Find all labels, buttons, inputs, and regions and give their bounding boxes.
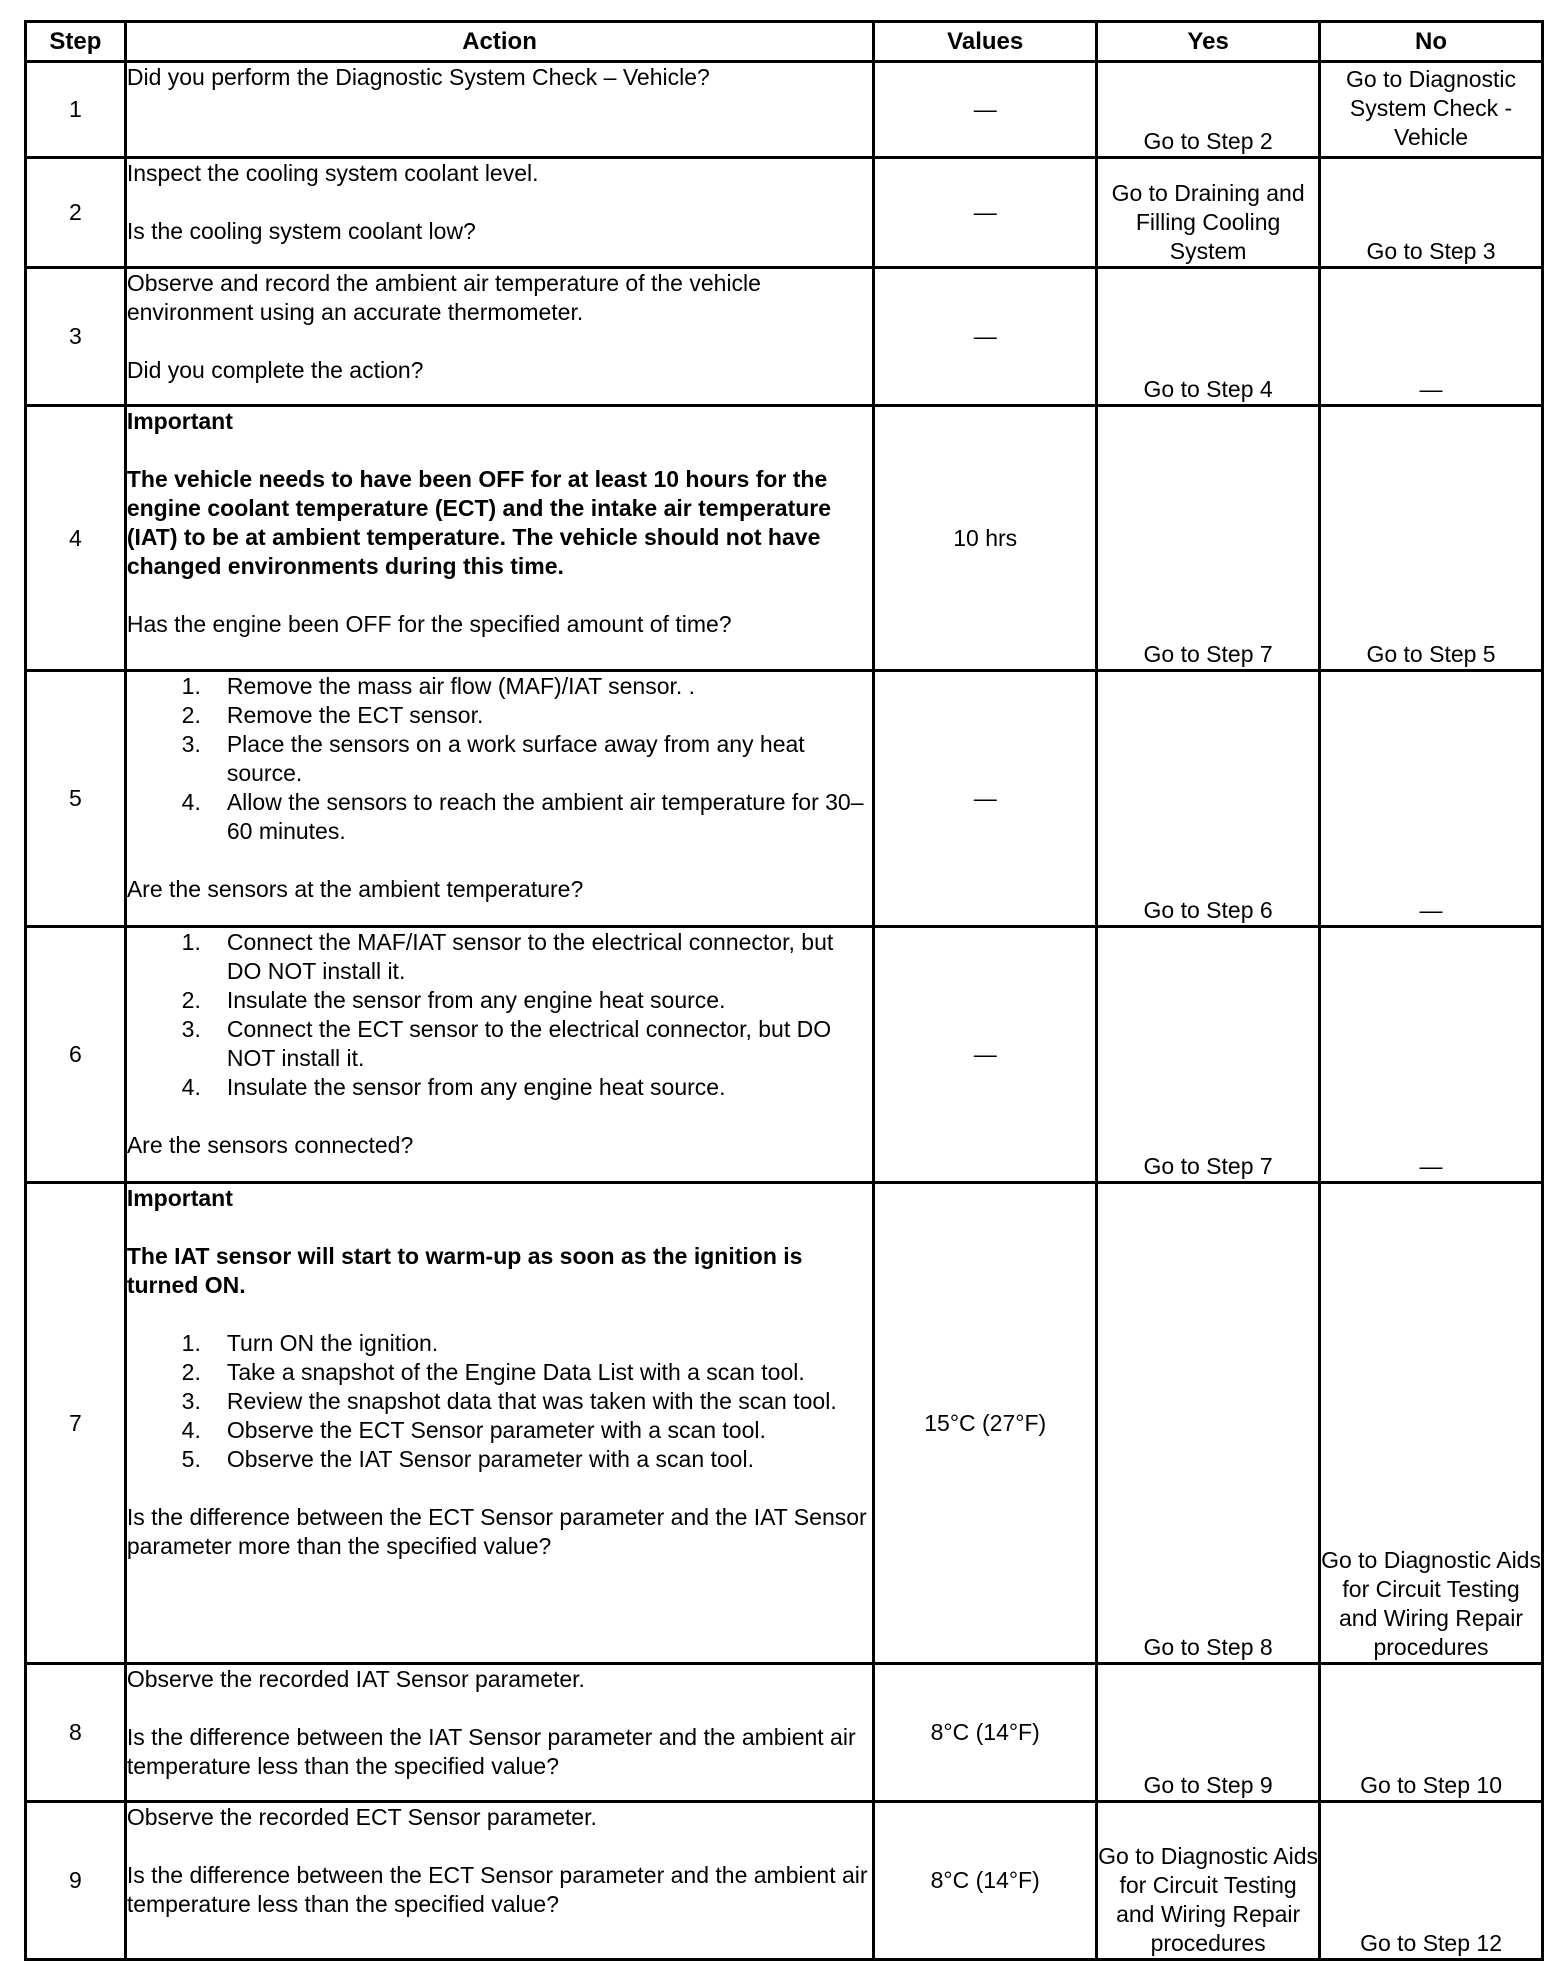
list-item: 2. Remove the ECT sensor.: [181, 702, 484, 728]
value-cell: —: [874, 62, 1097, 158]
step-number: 8: [26, 1664, 126, 1802]
action-question: Is the difference between the ECT Sensor parameter and the IAT Sensor parameter more than the specified value?: [126, 1504, 867, 1559]
step-number: 7: [26, 1183, 126, 1664]
list-item: 1. Remove the mass air flow (MAF)/IAT sensor. .: [181, 673, 696, 699]
list-item: 1. Connect the MAF/IAT sensor to the electrical connector, but DO NOT install it.: [181, 929, 834, 984]
action-cell: [125, 927, 873, 1183]
diagnostic-table: [24, 20, 1544, 1961]
action-steps-list: [127, 672, 872, 846]
no-cell: Go to Step 3: [1320, 158, 1543, 268]
step-number: 2: [26, 158, 126, 268]
value-cell: 15°C (27°F): [874, 1183, 1097, 1664]
action-cell: [125, 1183, 873, 1664]
header-step: Step: [26, 22, 126, 62]
value-cell: —: [874, 671, 1097, 927]
yes-cell: Go to Diagnostic Aids for Circuit Testing and Wiring Repair procedures: [1097, 1802, 1320, 1960]
header-values: Values: [874, 22, 1097, 62]
action-question: Did you complete the action?: [126, 357, 424, 383]
value-cell: 8°C (14°F): [874, 1802, 1097, 1960]
yes-cell: Go to Step 2: [1097, 62, 1320, 158]
action-question: Are the sensors connected?: [126, 1132, 414, 1158]
list-item: 4. Insulate the sensor from any engine heat source.: [181, 1074, 726, 1100]
step-number: 5: [26, 671, 126, 927]
action-cell: [125, 406, 873, 671]
action-question: Is the difference between the ECT Sensor parameter and the ambient air temperature less than the specified value?: [126, 1862, 868, 1917]
important-note: The vehicle needs to have been OFF for at least 10 hours for the engine coolant temperature (ECT) and the intake air temperature (IAT) to be at ambient temperature. The vehicle should not have changed environments during this time.: [126, 466, 832, 579]
step-number: 1: [26, 62, 126, 158]
table-row: [26, 158, 1543, 268]
action-cell: [125, 1802, 873, 1960]
action-cell: [125, 62, 873, 158]
table-row: [26, 1802, 1543, 1960]
action-steps-list: [127, 928, 872, 1102]
no-cell: Go to Diagnostic System Check - Vehicle: [1320, 62, 1543, 158]
list-item: 5. Observe the IAT Sensor parameter with a scan tool.: [181, 1446, 754, 1472]
action-cell: [125, 671, 873, 927]
table-row: [26, 406, 1543, 671]
action-intro: Observe the recorded ECT Sensor parameter.: [126, 1804, 597, 1830]
list-item: 4. Allow the sensors to reach the ambient air temperature for 30–60 minutes.: [181, 789, 864, 844]
header-yes: Yes: [1097, 22, 1320, 62]
yes-cell: Go to Step 6: [1097, 671, 1320, 927]
table-row: [26, 1183, 1543, 1664]
no-cell: —: [1320, 268, 1543, 406]
action-cell: [125, 268, 873, 406]
list-item: 2. Take a snapshot of the Engine Data List with a scan tool.: [181, 1359, 805, 1385]
yes-cell: Go to Step 9: [1097, 1664, 1320, 1802]
table-row: [26, 927, 1543, 1183]
action-cell: [125, 158, 873, 268]
action-intro: Observe and record the ambient air temperature of the vehicle environment using an accurate thermometer.: [126, 270, 761, 325]
action-question: Are the sensors at the ambient temperature?: [126, 876, 584, 902]
yes-cell: Go to Step 7: [1097, 927, 1320, 1183]
important-note: The IAT sensor will start to warm-up as soon as the ignition is turned ON.: [126, 1243, 803, 1298]
no-cell: —: [1320, 927, 1543, 1183]
no-cell: —: [1320, 671, 1543, 927]
list-item: 3. Review the snapshot data that was taken with the scan tool.: [181, 1388, 837, 1414]
value-cell: —: [874, 158, 1097, 268]
yes-cell: Go to Draining and Filling Cooling System: [1097, 158, 1320, 268]
yes-cell: Go to Step 4: [1097, 268, 1320, 406]
value-cell: —: [874, 927, 1097, 1183]
action-question: Did you perform the Diagnostic System Check – Vehicle?: [126, 64, 710, 90]
step-number: 4: [26, 406, 126, 671]
step-number: 6: [26, 927, 126, 1183]
header-action: Action: [125, 22, 873, 62]
table-row: [26, 268, 1543, 406]
header-no: No: [1320, 22, 1543, 62]
yes-cell: Go to Step 7: [1097, 406, 1320, 671]
important-label: Important: [126, 1185, 233, 1211]
list-item: 2. Insulate the sensor from any engine heat source.: [181, 987, 726, 1013]
step-number: 9: [26, 1802, 126, 1960]
no-cell: Go to Step 5: [1320, 406, 1543, 671]
table-row: [26, 1664, 1543, 1802]
value-cell: —: [874, 268, 1097, 406]
action-question: Is the difference between the IAT Sensor parameter and the ambient air temperature less than the specified value?: [126, 1724, 856, 1779]
list-item: 4. Observe the ECT Sensor parameter with a scan tool.: [181, 1417, 766, 1443]
table-row: [26, 671, 1543, 927]
list-item: 1. Turn ON the ignition.: [181, 1330, 439, 1356]
header-row: [26, 22, 1543, 62]
important-label: Important: [126, 408, 233, 434]
action-question: Has the engine been OFF for the specified amount of time?: [126, 611, 732, 637]
no-cell: Go to Step 10: [1320, 1664, 1543, 1802]
step-number: 3: [26, 268, 126, 406]
no-cell: Go to Diagnostic Aids for Circuit Testing and Wiring Repair procedures: [1320, 1183, 1543, 1664]
action-intro: Inspect the cooling system coolant level.: [126, 160, 539, 186]
action-question: Is the cooling system coolant low?: [126, 218, 476, 244]
no-cell: Go to Step 12: [1320, 1802, 1543, 1960]
list-item: 3. Place the sensors on a work surface away from any heat source.: [181, 731, 805, 786]
action-steps-list: [127, 1329, 872, 1474]
yes-cell: Go to Step 8: [1097, 1183, 1320, 1664]
action-intro: Observe the recorded IAT Sensor parameter.: [126, 1666, 585, 1692]
value-cell: 8°C (14°F): [874, 1664, 1097, 1802]
value-cell: 10 hrs: [874, 406, 1097, 671]
action-cell: [125, 1664, 873, 1802]
table-row: [26, 62, 1543, 158]
list-item: 3. Connect the ECT sensor to the electrical connector, but DO NOT install it.: [181, 1016, 832, 1071]
